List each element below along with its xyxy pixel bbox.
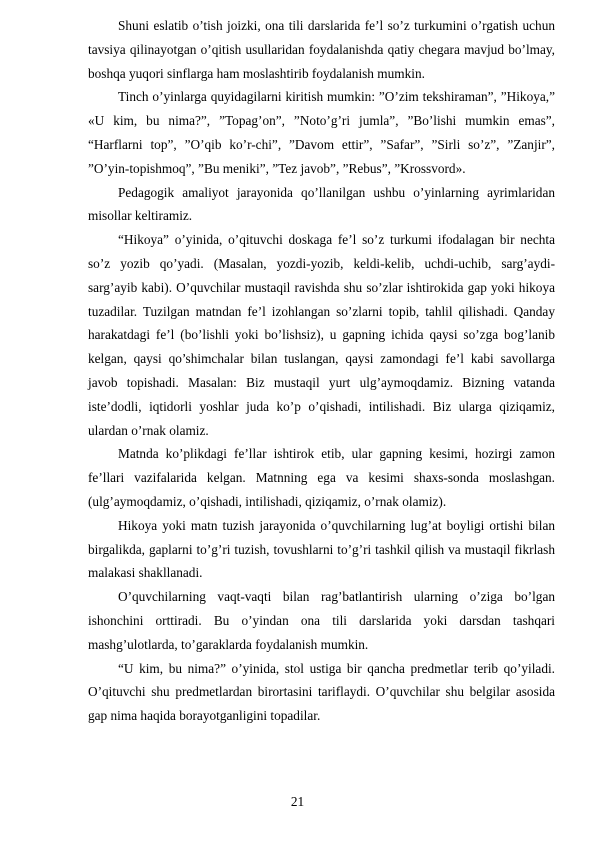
body-text <box>88 14 555 728</box>
paragraph-intro-note: Shuni eslatib o’tish joizki, ona tili darslarida fe’l so’z turkumini o’rgatish uchun tavsiya qilinayotgan o’qitish usullaridan foydalanishda qatiy chegara mavjud bo’lmay, boshqa yuqori sinflarga ham moslashtirib foydalanish mumkin. <box>88 18 555 81</box>
paragraph-quiet-games-list: Tinch o’yinlarga quyidagilarni kiritish mumkin: ”O’zim tekshiraman”, ”Hikoya,” «U kim, bu nima?”, ”Topag’on”, ”Noto’g’ri jumla”, ”Bo’lishi mumkin emas”, “Harflarni top”, ”O’qib ko’r-chi”, ”Davom ettir”, ”Safar”, ”Sirli so’z”, ”Zanjir”, ”O’yin-topishmoq”, ”Bu meniki”, ”Tez javob”, ”Rebus”, ”Krossvord». <box>88 89 555 176</box>
paragraph-encouragement: O’quvchilarning vaqt-vaqti bilan rag’batlantirish ularning o’ziga bo’lgan ishonchini orttiradi. Bu o’yindan ona tili darslarida yoki darsdan tashqari mashg’ulotlarda, to’garaklarda foydalanish mumkin. <box>88 589 555 652</box>
paragraph-u-kim-game: “U kim, bu nima?” o’yinida, stol ustiga bir qancha predmetlar terib qo’yiladi. O’qituvchi shu predmetlardan birortasini tariflaydi. O’quvchilar shu belgilar asosida gap nima haqida borayotganligini topadilar. <box>88 660 555 724</box>
paragraph-text-analysis: Matnda ko’plikdagi fe’llar ishtirok etib, ular gapning kesimi, hozirgi zamon fe’llari vazifalarida kelgan. Matnning ega va kesimi shaxs-sonda moslashgan. (ulg’aymoqdamiz, o’qishadi, intilishadi, qiziqamiz, o’rnak olamiz). <box>88 446 555 509</box>
paragraph-vocabulary-skills: Hikoya yoki matn tuzish jarayonida o’quvchilarning lug’at boyligi ortishi bilan birgalikda, gaplarni to’g’ri tuzish, tovushlarni to’g’ri tashkil qilish va mustaqil fikrlash malakasi shakllanadi. <box>88 517 555 581</box>
paragraph-examples-intro: Pedagogik amaliyot jarayonida qo’llanilgan ushbu o’yinlarning ayrimlaridan misollar keltiramiz. <box>88 184 555 224</box>
paragraph-hikoya-game: “Hikoya” o’yinida, o’qituvchi doskaga fe’l so’z turkumi ifodalagan bir nechta so’z yozib qo’yadi. (Masalan, yozdi-yozib, keldi-kelib, uchdi-uchib, sarg’aydi-sarg’ayib kabi). O’quvchilar mustaqil ravishda shu so’zlar ishtirokida gap yoki hikoya tuzadilar. Tuzilgan matndan fe’l izohlangan so’zlarni topib, tahlil qilishadi. Qanday harakatdagi fe’l (bo’lishli yoki bo’lishsiz), u gapning ichida qaysi so’zga bog’lanib kelgan, qaysi qo’shimchalar bilan tuslangan, qaysi zamondagi fe’l kabi savollarga javob topishadi. Masalan: Biz mustaqil yurt ulg’aymoqdamiz. Bizning vatanda iste’dodli, iqtidorli yoshlar juda ko’p o’qishadi, intilishadi. Biz ularga qiziqamiz, ulardan o’rnak olamiz. <box>88 232 555 438</box>
page-number: 21 <box>290 794 305 809</box>
